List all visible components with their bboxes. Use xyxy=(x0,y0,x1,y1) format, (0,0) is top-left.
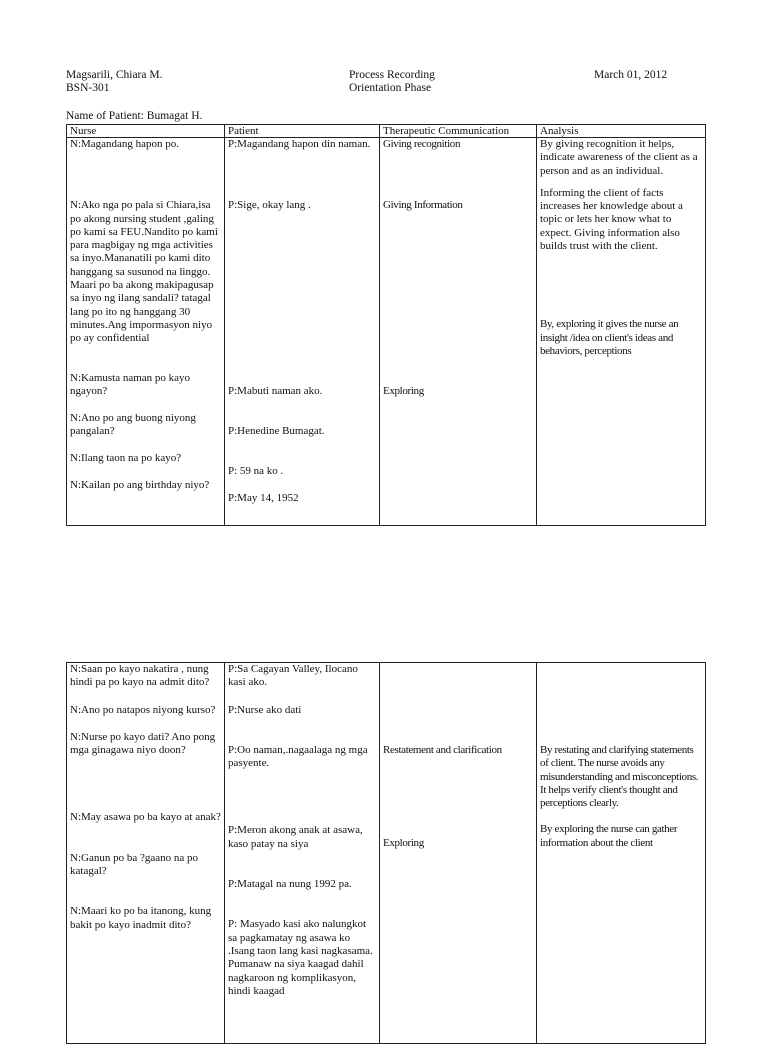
technique-label: Exploring xyxy=(383,837,424,850)
column-header-analysis: Analysis xyxy=(537,125,706,138)
analysis-text: By exploring the nurse can gather information about the client xyxy=(540,823,678,849)
patient-name-label: Name of Patient: Bumagat H. xyxy=(66,110,203,122)
column-header-nurse: Nurse xyxy=(67,125,225,138)
column-header-patient: Patient xyxy=(225,125,380,138)
nurse-statement: N:Nurse po kayo dati? Ano pong mga ginagawa niyo doon? xyxy=(70,730,216,757)
technique-label: Restatement and clarification xyxy=(383,744,502,756)
patient-response: P:Sa Cagayan Valley, Ilocano kasi ako. xyxy=(228,663,358,689)
nurse-statement: N:Ilang taon na po kayo? xyxy=(70,451,182,464)
nurse-statement: N:Kailan po ang birthday niyo? xyxy=(70,479,210,492)
nurse-statement: N:Magandang hapon po. xyxy=(70,138,180,150)
process-recording-table xyxy=(66,124,706,526)
process-recording-table-continued xyxy=(66,662,706,1044)
patient-response: P:Henedine Bumagat. xyxy=(228,424,325,437)
patient-cell xyxy=(225,663,380,1044)
document-phase: Orientation Phase xyxy=(349,82,432,94)
analysis-text: By giving recognition it helps, indicate awareness of the client as a person and as an individual. xyxy=(540,138,698,177)
patient-response: P:Oo naman,.nagaalaga ng mga pasyente. xyxy=(228,743,368,770)
table-header-row xyxy=(67,125,706,138)
patient-cell xyxy=(225,138,380,526)
student-name: Magsarili, Chiara M. xyxy=(66,69,163,81)
analysis-cell xyxy=(537,138,706,526)
patient-response: P:Nurse ako dati xyxy=(228,703,302,716)
patient-response: P:Sige, okay lang . xyxy=(228,199,311,212)
nurse-statement: N:Maari ko po ba itanong, kung bakit po kayo inadmit dito? xyxy=(70,905,212,931)
patient-response: P:Meron akong anak at asawa, kaso patay na siya xyxy=(228,824,363,850)
table-row xyxy=(67,138,706,526)
document-title-block xyxy=(349,69,435,95)
therapeutic-cell xyxy=(380,663,537,1044)
patient-response: P:Mabuti naman ako. xyxy=(228,384,323,397)
nurse-statement: N:Ganun po ba ?gaano na po katagal? xyxy=(70,851,198,878)
nurse-statement: N:Ano po natapos niyong kurso? xyxy=(70,703,216,716)
analysis-cell xyxy=(537,663,706,1044)
patient-response: P:May 14, 1952 xyxy=(228,492,299,505)
technique-label: Giving recognition xyxy=(383,138,461,150)
nurse-statement: N:Saan po kayo nakatira , nung hindi pa po kayo na admit dito? xyxy=(70,663,210,689)
nurse-statement: N:Ako nga po pala si Chiara,isa po akong nursing student ,galing po kami sa FEU.Nandito po kami para magbigay ng mga activities sa inyo.Mananatili po kami dito hanggang sa susunod na linggo. Maari po ba akong makipagusap sa inyo ng ilang sandali? tatagal lang po ito ng hanggang 30 minutes.Ang impormasyon niyo po ay confidential xyxy=(70,199,218,345)
date-text: March 01, 2012 xyxy=(594,69,668,81)
therapeutic-cell xyxy=(380,138,537,526)
technique-label: Giving Information xyxy=(383,199,463,212)
student-info xyxy=(66,69,162,95)
nurse-cell xyxy=(67,663,225,1044)
table-row xyxy=(67,663,706,1044)
analysis-text: By restating and clarifying statements of client. The nurse avoids any misunderstanding and misconceptions. It helps verify client's thought and perceptions clearly. xyxy=(540,744,699,810)
nurse-statement: N:Ano po ang buong niyong pangalan? xyxy=(70,412,196,438)
patient-response: P: 59 na ko . xyxy=(228,465,284,478)
student-section: BSN-301 xyxy=(66,82,110,94)
column-header-therapeutic: Therapeutic Communication xyxy=(380,125,537,138)
technique-label: Exploring xyxy=(383,384,424,397)
patient-name-line xyxy=(66,110,202,123)
patient-response: P: Masyado kasi ako nalungkot sa pagkamatay ng asawa ko .Isang taon lang kasi nagkasama. Pumanaw na siya kaagad dahil nagkaroon ng komplikasyon, hindi kaagad xyxy=(228,918,373,997)
nurse-cell xyxy=(67,138,225,526)
nurse-statement: N:May asawa po ba kayo at anak? xyxy=(70,811,221,824)
patient-response: P:Matagal na nung 1992 pa. xyxy=(228,878,352,891)
patient-response: P:Magandang hapon din naman. xyxy=(228,138,371,150)
nurse-statement: N:Kamusta naman po kayo ngayon? xyxy=(70,371,191,397)
document-date xyxy=(594,69,667,82)
document-title: Process Recording xyxy=(349,69,435,81)
analysis-text: Informing the client of facts increases her knowledge about a topic or lets her know what to expect. Giving information also builds trust with the client. xyxy=(540,186,683,253)
analysis-text: By, exploring it gives the nurse an insight /idea on client's ideas and behaviors, perceptions xyxy=(540,318,679,357)
